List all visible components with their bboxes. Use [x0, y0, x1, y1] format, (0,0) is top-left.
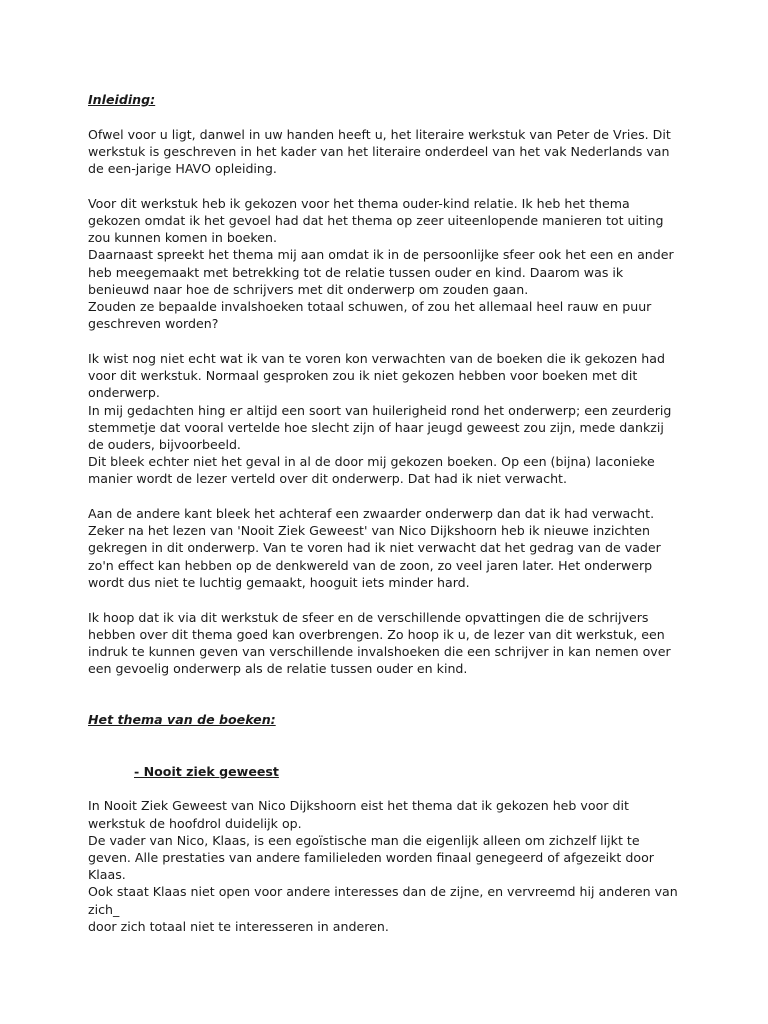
text-line: door zich totaal niet te interesseren in anderen. [88, 918, 389, 934]
text-line: wordt dus niet te luchtig gemaakt, hooguit iets minder hard. [88, 574, 470, 590]
text-line: geschreven worden? [88, 316, 219, 332]
spacer [88, 729, 688, 763]
text-line: Ik wist nog niet echt wat ik van te voren kon verwachten van de boeken die ik gekozen had [88, 350, 665, 366]
text-line: onderwerp. [88, 385, 160, 401]
text-line: Klaas. [88, 867, 126, 883]
text-line: Voor dit werkstuk heb ik gekozen voor het thema ouder-kind relatie. Ik heb het thema [88, 195, 630, 211]
text-line: Daarnaast spreekt het thema mij aan omdat ik in de persoonlijke sfeer ook het een en ander [88, 247, 674, 263]
text-line: zou kunnen komen in boeken. [88, 230, 277, 246]
text-line: voor dit werkstuk. Normaal gesproken zou ik niet gekozen hebben voor boeken met dit [88, 368, 638, 384]
text-line: Ook staat Klaas niet open voor andere interesses dan de zijne, en vervreemd hij anderen van [88, 884, 678, 900]
text-line: geven. Alle prestaties van andere familieleden worden finaal genegeerd of afgezeikt door [88, 849, 654, 865]
intro-paragraph-2 [88, 195, 688, 333]
spacer [88, 108, 688, 126]
text-line: werkstuk is geschreven in het kader van het literaire onderdeel van het vak Nederlands van [88, 143, 670, 159]
text-line: In Nooit Ziek Geweest van Nico Dijkshoorn eist het thema dat ik gekozen heb voor dit [88, 798, 629, 814]
heading-inleiding: Inleiding: [88, 92, 156, 107]
text-line: zich_ [88, 901, 120, 917]
text-line: indruk te kunnen geven van verschillende invalshoeken die een schrijver in kan nemen over [88, 643, 671, 659]
text-line: stemmetje dat vooral vertelde hoe slecht zijn of haar jeugd geweest zou zijn, mede dankzij [88, 419, 664, 435]
text-line: Aan de andere kant bleek het achteraf een zwaarder onderwerp dan dat ik had verwacht. [88, 506, 655, 522]
spacer [88, 591, 688, 609]
intro-paragraph-3 [88, 350, 688, 488]
spacer [88, 177, 688, 195]
text-line: gekozen omdat ik het gevoel had dat het thema op zeer uiteenlopende manieren tot uiting [88, 213, 664, 229]
intro-paragraph-4 [88, 505, 688, 591]
text-line: benieuwd naar hoe de schrijvers met dit onderwerp om zouden gaan. [88, 281, 529, 297]
heading-thema: Het thema van de boeken: [88, 712, 276, 728]
text-line: Zouden ze bepaalde invalshoeken totaal schuwen, of zou het allemaal heel rauw en puur [88, 299, 652, 315]
spacer [88, 677, 688, 711]
text-line: werkstuk de hoofdrol duidelijk op. [88, 815, 302, 831]
text-line: gekregen in dit onderwerp. Van te voren had ik niet verwacht dat het gedrag van de vader [88, 540, 661, 556]
spacer [88, 332, 688, 350]
document-page [88, 91, 688, 935]
text-line: De vader van Nico, Klaas, is een egoïstische man die eigenlijk alleen om zichzelf lijkt te [88, 832, 640, 848]
text-line: manier wordt de lezer verteld over dit onderwerp. Dat had ik niet verwacht. [88, 471, 567, 487]
spacer [88, 488, 688, 506]
text-line: heb meegemaakt met betrekking tot de relatie tussen ouder en kind. Daarom was ik [88, 264, 624, 280]
text-line: Dit bleek echter niet het geval in al de door mij gekozen boeken. Op een (bijna) laconieke [88, 454, 655, 470]
intro-paragraph-1 [88, 126, 688, 178]
text-line: Ik hoop dat ik via dit werkstuk de sfeer en de verschillende opvattingen die de schrijvers [88, 609, 649, 625]
intro-paragraph-5 [88, 609, 688, 678]
text-line: een gevoelig onderwerp als de relatie tussen ouder en kind. [88, 661, 468, 677]
text-line: de een-jarige HAVO opleiding. [88, 161, 277, 177]
text-line: In mij gedachten hing er altijd een soort van huilerigheid rond het onderwerp; een zeurderig [88, 402, 672, 418]
text-line: zo'n effect kan hebben op de denkwereld van de zoon, zo veel jaren later. Het onderwerp [88, 557, 653, 573]
subheading-nooit-ziek-geweest: - Nooit ziek geweest [134, 763, 279, 779]
spacer [88, 780, 688, 798]
text-line: de ouders, bijvoorbeeld. [88, 436, 241, 452]
text-line: hebben over dit thema goed kan overbrengen. Zo hoop ik u, de lezer van dit werkstuk, een [88, 626, 665, 642]
book-paragraph [88, 797, 688, 935]
text-line: Zeker na het lezen van 'Nooit Ziek Geweest' van Nico Dijkshoorn heb ik nieuwe inzichten [88, 523, 650, 539]
text-line: Ofwel voor u ligt, danwel in uw handen heeft u, het literaire werkstuk van Peter de Vries. Dit [88, 126, 671, 142]
